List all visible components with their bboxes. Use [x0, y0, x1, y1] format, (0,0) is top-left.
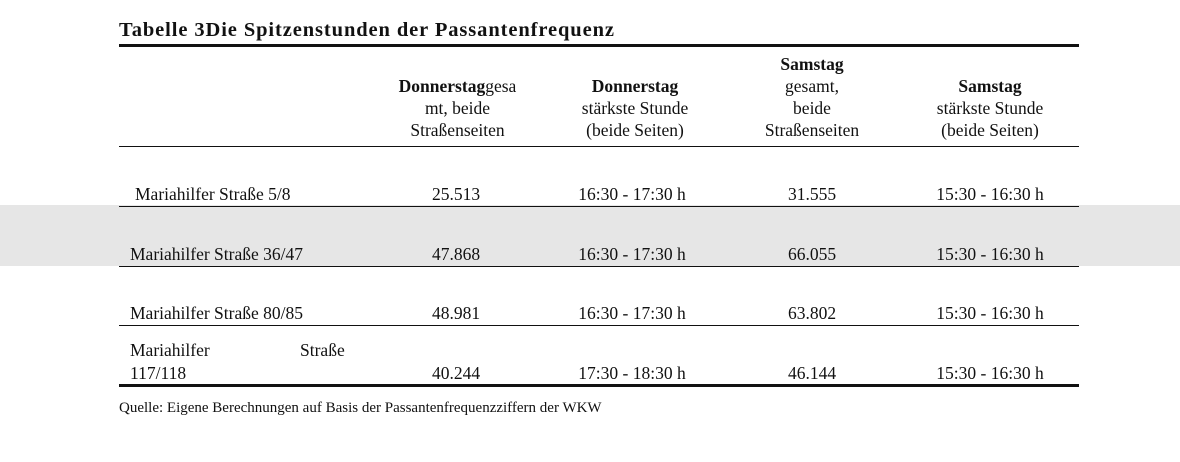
header-thursday-peak-line3: (beide Seiten) — [586, 120, 684, 140]
row4-label-part1: Mariahilfer — [130, 340, 210, 360]
row2-saturday-total: 66.055 — [787, 244, 837, 264]
row3-rule — [119, 325, 1079, 326]
header-thursday-peak — [545, 75, 725, 141]
bottom-rule — [119, 384, 1079, 387]
header-saturday-peak — [900, 75, 1080, 141]
header-saturday-total-line3: beide — [793, 98, 831, 118]
row1-label: Mariahilfer Straße 5/8 — [135, 184, 291, 204]
header-thursday-total-line3: Straßenseiten — [410, 120, 505, 140]
row1-saturday-total: 31.555 — [787, 184, 837, 204]
row2-rule — [119, 266, 1079, 267]
row1-rule — [119, 206, 1079, 207]
row2-saturday-peak: 15:30 - 16:30 h — [936, 244, 1044, 264]
row2-label: Mariahilfer Straße 36/47 — [130, 244, 304, 264]
row3-saturday-total: 63.802 — [787, 303, 837, 323]
row2-thursday-peak: 16:30 - 17:30 h — [578, 244, 686, 264]
row4-thursday-total: 40.244 — [431, 363, 481, 383]
row1-saturday-peak: 15:30 - 16:30 h — [936, 184, 1044, 204]
header-saturday-total-bold: Samstag — [780, 54, 844, 74]
row3-label: Mariahilfer Straße 80/85 — [130, 303, 304, 323]
header-saturday-total — [722, 53, 902, 141]
row4-label-part3: 117/118 — [130, 363, 187, 383]
header-thursday-total-line2: mt, beide — [424, 98, 491, 118]
row1-thursday-peak: 16:30 - 17:30 h — [578, 184, 686, 204]
header-thursday-total-bold: Donnerstag — [398, 76, 486, 96]
header-saturday-peak-line2: stärkste Stunde — [936, 98, 1044, 118]
header-thursday-total-rest: gesa — [485, 76, 517, 96]
row3-thursday-total: 48.981 — [431, 303, 481, 323]
table-title: Tabelle 3Die Spitzenstunden der Passantenfrequenz — [119, 19, 615, 41]
row2-thursday-total: 47.868 — [431, 244, 481, 264]
header-saturday-total-line4: Straßenseiten — [764, 120, 860, 140]
row4-saturday-total: 46.144 — [787, 363, 837, 383]
row4-thursday-peak: 17:30 - 18:30 h — [578, 363, 686, 383]
top-rule — [119, 44, 1079, 47]
header-thursday-peak-line2: stärkste Stunde — [581, 98, 689, 118]
header-rule — [119, 146, 1079, 147]
row4-saturday-peak: 15:30 - 16:30 h — [936, 363, 1044, 383]
header-saturday-peak-line3: (beide Seiten) — [941, 120, 1039, 140]
row3-thursday-peak: 16:30 - 17:30 h — [578, 303, 686, 323]
row3-saturday-peak: 15:30 - 16:30 h — [936, 303, 1044, 323]
header-thursday-peak-bold: Donnerstag — [591, 76, 679, 96]
header-saturday-total-line2: gesamt, — [785, 76, 839, 96]
header-thursday-total — [370, 75, 545, 141]
row4-label-part2: Straße — [300, 340, 345, 360]
source-note: Quelle: Eigene Berechnungen auf Basis der Passantenfrequenzziffern der WKW — [119, 400, 602, 416]
header-saturday-peak-bold: Samstag — [958, 76, 1022, 96]
row1-thursday-total: 25.513 — [431, 184, 481, 204]
